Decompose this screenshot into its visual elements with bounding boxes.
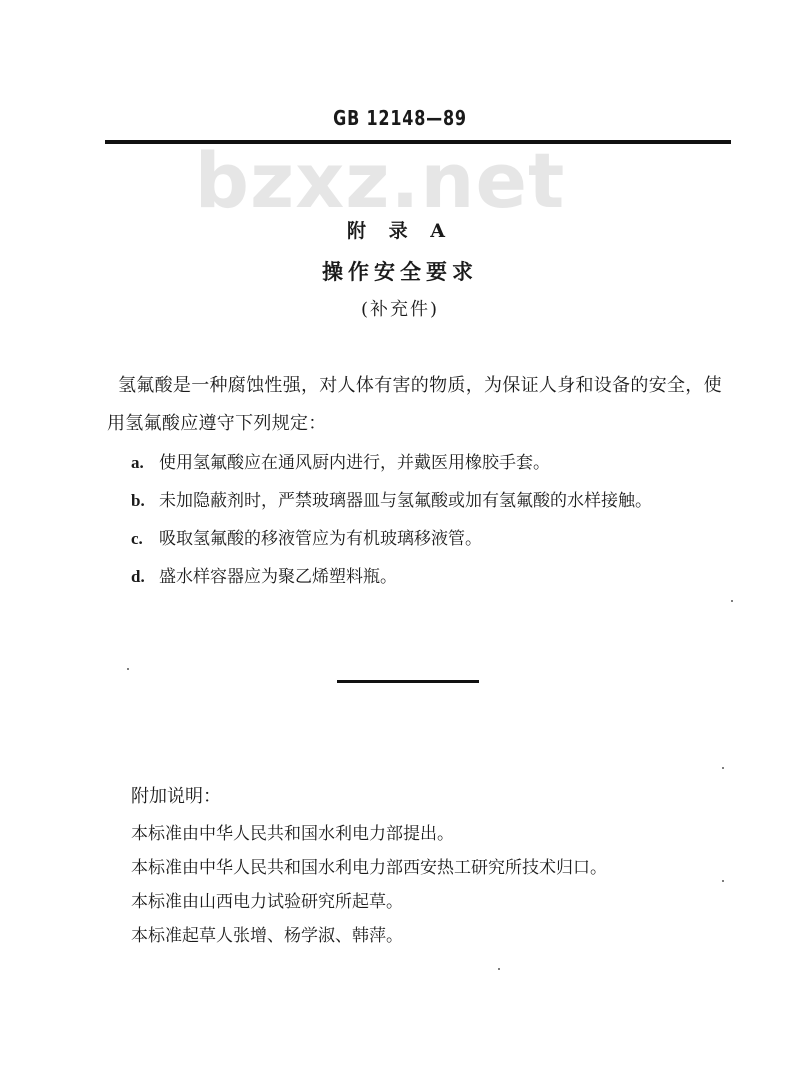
scan-speck: [731, 600, 733, 602]
appendix-note: (补充件): [360, 299, 440, 320]
scan-speck: [722, 880, 724, 882]
addendum-list: [131, 817, 731, 953]
requirement-item: [131, 444, 731, 482]
requirements-list: [131, 444, 731, 596]
appendix-title: 操作安全要求: [322, 259, 478, 284]
requirement-item: [131, 482, 731, 520]
addendum-item: 本标准由山西电力试验研究所起草。: [131, 892, 403, 912]
appendix-label: 附 录 A: [347, 220, 453, 242]
intro-paragraph: 氢氟酸是一种腐蚀性强，对人体有害的物质，为保证人身和设备的安全，使用氢氟酸应遵守下列规定：: [107, 375, 722, 434]
requirement-text: 使用氢氟酸应在通风厨内进行，并戴医用橡胶手套。: [159, 453, 550, 473]
addendum-item: 本标准由中华人民共和国水利电力部提出。: [131, 824, 454, 844]
requirement-item: [131, 520, 731, 558]
scan-speck: [722, 767, 724, 769]
scan-speck: [127, 668, 129, 670]
requirement-marker: c.: [131, 529, 143, 548]
requirement-text: 吸取氢氟酸的移液管应为有机玻璃移液管。: [159, 529, 482, 549]
scan-speck: [498, 968, 500, 970]
standard-code: GB 12148—89: [333, 106, 467, 130]
requirement-marker: b.: [131, 491, 145, 510]
end-rule: [337, 680, 479, 683]
addendum-item: 本标准起草人张增、杨学淑、韩萍。: [131, 926, 403, 946]
addendum-item: 本标准由中华人民共和国水利电力部西安热工研究所技术归口。: [131, 858, 607, 878]
requirement-marker: d.: [131, 567, 145, 586]
watermark: bzxz.net: [194, 136, 566, 225]
requirement-text: 未加隐蔽剂时，严禁玻璃器皿与氢氟酸或加有氢氟酸的水样接触。: [159, 491, 652, 511]
addendum-title: 附加说明：: [131, 786, 221, 807]
requirement-item: [131, 558, 731, 596]
requirement-marker: a.: [131, 453, 144, 472]
requirement-text: 盛水样容器应为聚乙烯塑料瓶。: [159, 567, 397, 587]
